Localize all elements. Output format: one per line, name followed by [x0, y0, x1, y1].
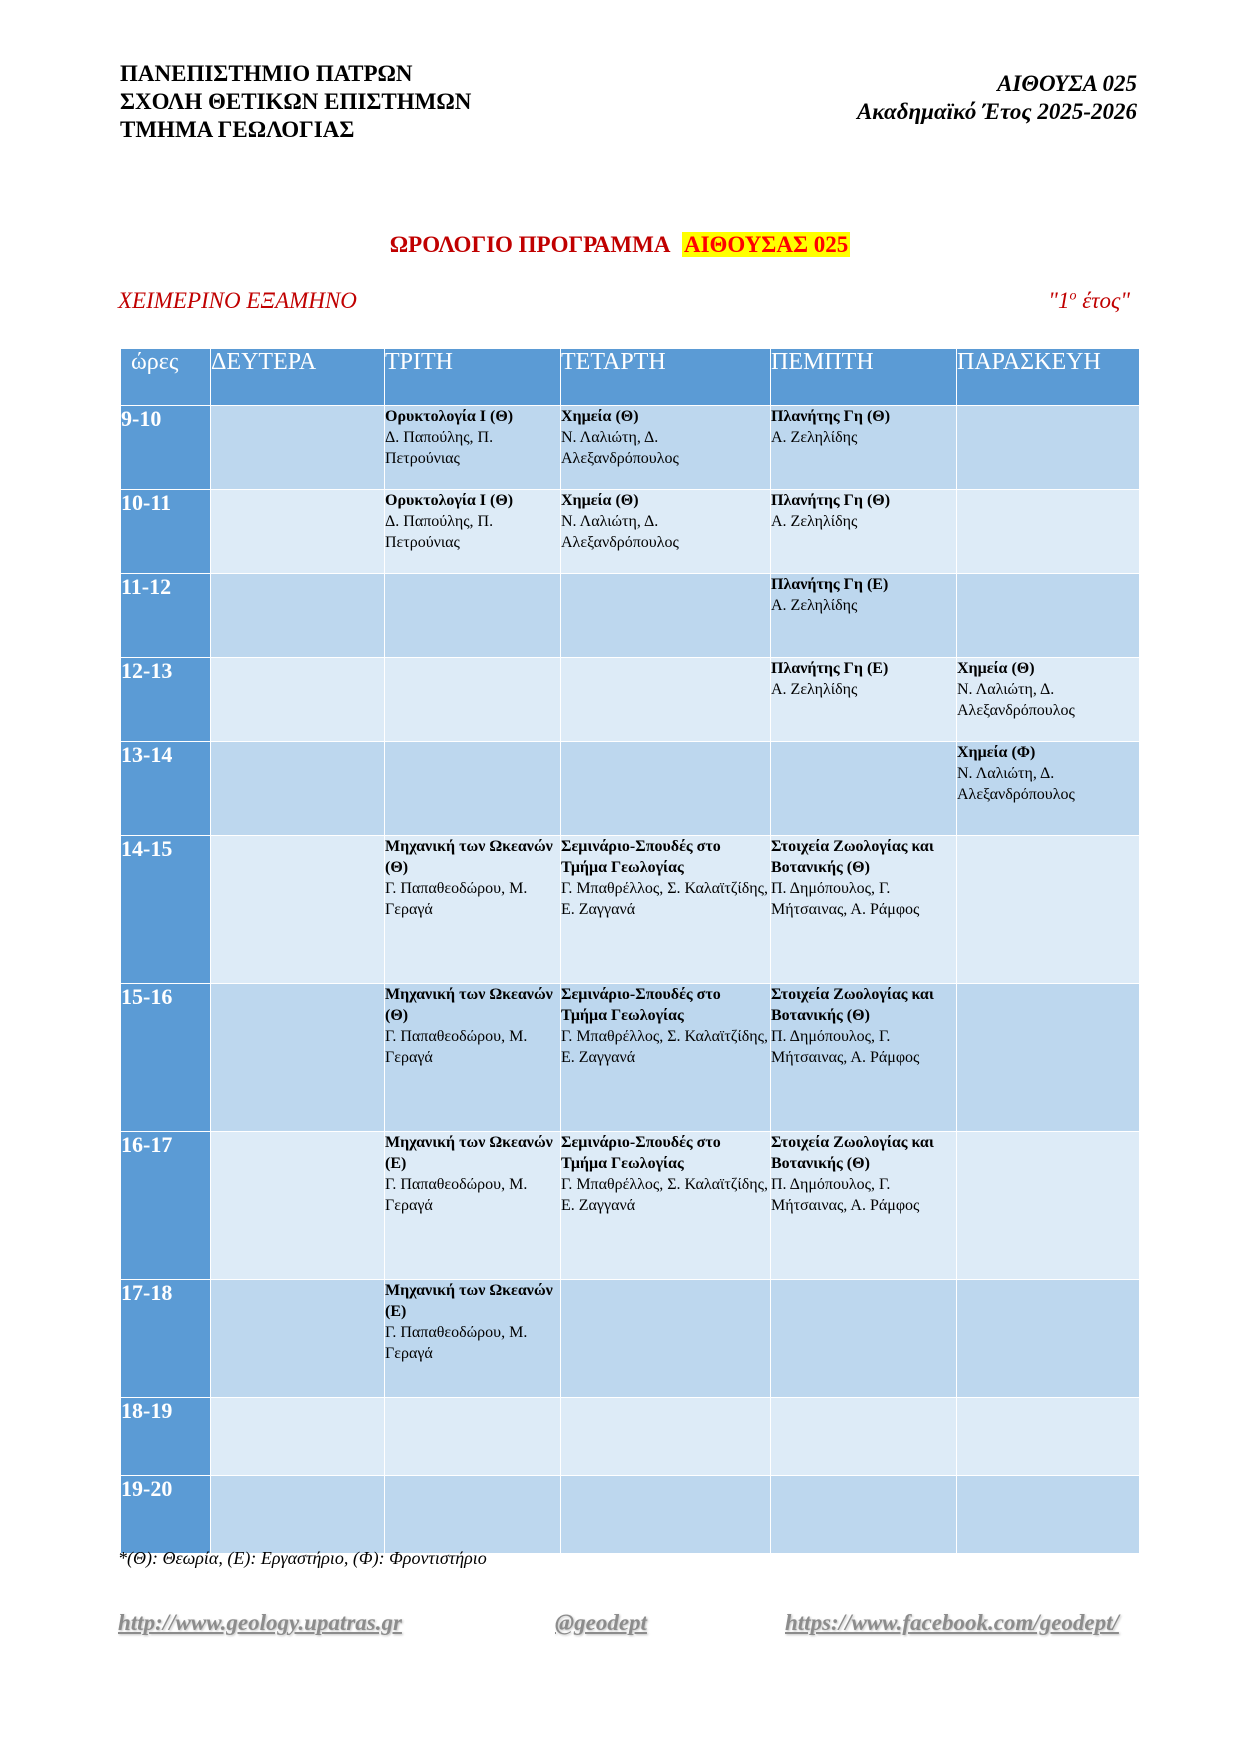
- schedule-cell: [561, 1398, 771, 1476]
- course-name: Μηχανική των Ωκεανών (Ε): [385, 1134, 553, 1172]
- schedule-cell: [385, 1398, 561, 1476]
- school-name: ΣΧΟΛΗ ΘΕΤΙΚΩΝ ΕΠΙΣΤΗΜΩΝ: [120, 89, 472, 114]
- schedule-cell: [211, 1398, 385, 1476]
- instructors: Ν. Λαλιώτη, Δ. Αλεξανδρόπουλος: [561, 513, 679, 551]
- schedule-cell: [771, 1132, 957, 1280]
- col-header-tuesday: ΤΡΙΤΗ: [385, 349, 561, 406]
- schedule-cell: [211, 574, 385, 658]
- course-name: Πλανήτης Γη (Ε): [771, 660, 889, 677]
- schedule-cell: [957, 1132, 1140, 1280]
- room-header: [857, 70, 1137, 126]
- hour-cell: 15-16: [121, 984, 211, 1132]
- instructors: Ν. Λαλιώτη, Δ. Αλεξανδρόπουλος: [957, 681, 1075, 719]
- schedule-cell: [957, 836, 1140, 984]
- table-row: [121, 1280, 1140, 1398]
- instructors: Δ. Παπούλης, Π. Πετρούνιας: [385, 429, 494, 467]
- instructors: Γ. Μπαθρέλλος, Σ. Καλαϊτζίδης, Ε. Ζαγγανά: [561, 880, 768, 918]
- hour-cell: 9-10: [121, 406, 211, 490]
- hour-cell: 19-20: [121, 1476, 211, 1554]
- twitter-handle[interactable]: @geodept: [555, 1610, 647, 1635]
- schedule-cell: [561, 490, 771, 574]
- course-name: Μηχανική των Ωκεανών (Ε): [385, 1282, 553, 1320]
- schedule-table: [120, 348, 1140, 1554]
- schedule-cell: [211, 984, 385, 1132]
- course-name: Χημεία (Φ): [957, 744, 1036, 761]
- schedule-cell: [771, 836, 957, 984]
- title-highlight: ΑΙΘΟΥΣΑΣ 025: [683, 232, 849, 257]
- instructors: Γ. Παπαθεοδώρου, Μ. Γεραγά: [385, 880, 528, 918]
- schedule-cell: [957, 1280, 1140, 1398]
- instructors: Γ. Παπαθεοδώρου, Μ. Γεραγά: [385, 1028, 528, 1066]
- schedule-cell: [957, 984, 1140, 1132]
- course-name: Στοιχεία Ζωολογίας και Βοτανικής (Θ): [771, 986, 934, 1024]
- hour-cell: 11-12: [121, 574, 211, 658]
- instructors: Γ. Παπαθεοδώρου, Μ. Γεραγά: [385, 1176, 528, 1214]
- schedule-cell: [957, 1476, 1140, 1554]
- header-row: [121, 349, 1140, 406]
- instructors: Ν. Λαλιώτη, Δ. Αλεξανδρόπουλος: [957, 765, 1075, 803]
- course-name: Μηχανική των Ωκεανών (Θ): [385, 838, 553, 876]
- institution-header: [120, 60, 471, 144]
- department-name: ΤΜΗΜΑ ΓΕΩΛΟΓΙΑΣ: [120, 117, 355, 142]
- instructors: Γ. Μπαθρέλλος, Σ. Καλαϊτζίδης, Ε. Ζαγγανά: [561, 1176, 768, 1214]
- hour-cell: 18-19: [121, 1398, 211, 1476]
- hour-cell: 10-11: [121, 490, 211, 574]
- table-row: [121, 1398, 1140, 1476]
- course-name: Στοιχεία Ζωολογίας και Βοτανικής (Θ): [771, 1134, 934, 1172]
- university-name: ΠΑΝΕΠΙΣΤΗΜΙΟ ΠΑΤΡΩΝ: [120, 61, 413, 86]
- table-row: [121, 406, 1140, 490]
- instructors: Π. Δημόπουλος, Γ. Μήτσαινας, Α. Ράμφος: [771, 880, 920, 918]
- instructors: Π. Δημόπουλος, Γ. Μήτσαινας, Α. Ράμφος: [771, 1028, 920, 1066]
- schedule-cell: [957, 406, 1140, 490]
- col-header-friday: ΠΑΡΑΣΚΕΥΗ: [957, 349, 1140, 406]
- hour-cell: 14-15: [121, 836, 211, 984]
- course-name: Πλανήτης Γη (Ε): [771, 576, 889, 593]
- schedule-cell: [385, 1280, 561, 1398]
- course-name: Σεμινάριο-Σπουδές στο Τμήμα Γεωλογίας: [561, 838, 721, 876]
- schedule-cell: [385, 1476, 561, 1554]
- schedule-cell: [385, 1132, 561, 1280]
- schedule-cell: [385, 836, 561, 984]
- schedule-cell: [561, 1132, 771, 1280]
- schedule-cell: [385, 742, 561, 836]
- schedule-cell: [211, 490, 385, 574]
- table-row: [121, 984, 1140, 1132]
- col-header-wednesday: ΤΕΤΑΡΤΗ: [561, 349, 771, 406]
- instructors: Π. Δημόπουλος, Γ. Μήτσαινας, Α. Ράμφος: [771, 1176, 920, 1214]
- schedule-cell: [957, 490, 1140, 574]
- course-name: Σεμινάριο-Σπουδές στο Τμήμα Γεωλογίας: [561, 986, 721, 1024]
- schedule-cell: [771, 406, 957, 490]
- course-name: Στοιχεία Ζωολογίας και Βοτανικής (Θ): [771, 838, 934, 876]
- schedule-cell: [561, 1476, 771, 1554]
- title-prefix: ΩΡΟΛΟΓΙΟ ΠΡΟΓΡΑΜΜΑ: [389, 232, 671, 257]
- col-header-thursday: ΠΕΜΠΤΗ: [771, 349, 957, 406]
- table-row: [121, 574, 1140, 658]
- schedule-cell: [561, 658, 771, 742]
- table-row: [121, 836, 1140, 984]
- col-header-hours: ώρες: [121, 349, 211, 406]
- schedule-cell: [385, 490, 561, 574]
- course-name: Πλανήτης Γη (Θ): [771, 492, 891, 509]
- schedule-cell: [211, 1476, 385, 1554]
- schedule-cell: [561, 836, 771, 984]
- semester-label: ΧΕΙΜΕΡΙΝΟ ΕΞΑΜΗΝΟ: [118, 288, 357, 313]
- schedule-cell: [561, 1280, 771, 1398]
- instructors: Γ. Παπαθεοδώρου, Μ. Γεραγά: [385, 1324, 528, 1362]
- schedule-cell: [211, 658, 385, 742]
- legend-note: *(Θ): Θεωρία, (Ε): Εργαστήριο, (Φ): Φροντιστήριο: [118, 1548, 487, 1568]
- year-suffix: έτος": [1076, 288, 1130, 313]
- page-title: [0, 232, 1240, 258]
- schedule-cell: [771, 984, 957, 1132]
- facebook-link[interactable]: https://www.facebook.com/geodept/: [785, 1610, 1119, 1635]
- hour-cell: 13-14: [121, 742, 211, 836]
- hour-cell: 17-18: [121, 1280, 211, 1398]
- schedule-cell: [385, 574, 561, 658]
- schedule-cell: [211, 1280, 385, 1398]
- schedule-cell: [957, 1398, 1140, 1476]
- table-row: [121, 1132, 1140, 1280]
- table-row: [121, 658, 1140, 742]
- course-name: Χημεία (Θ): [561, 492, 639, 509]
- schedule-cell: [957, 742, 1140, 836]
- instructors: Α. Ζεληλίδης: [771, 681, 858, 698]
- col-header-monday: ΔΕΥΤΕΡΑ: [211, 349, 385, 406]
- schedule-cell: [211, 406, 385, 490]
- schedule-cell: [561, 406, 771, 490]
- website-link[interactable]: http://www.geology.upatras.gr: [118, 1610, 402, 1635]
- table-row: [121, 742, 1140, 836]
- hour-cell: 12-13: [121, 658, 211, 742]
- schedule-cell: [771, 742, 957, 836]
- schedule-cell: [771, 658, 957, 742]
- schedule-cell: [385, 406, 561, 490]
- year-sup: ο: [1069, 288, 1077, 304]
- schedule-cell: [771, 1280, 957, 1398]
- hour-cell: 16-17: [121, 1132, 211, 1280]
- schedule-cell: [771, 1476, 957, 1554]
- schedule-cell: [561, 742, 771, 836]
- course-name: Χημεία (Θ): [561, 408, 639, 425]
- instructors: Δ. Παπούλης, Π. Πετρούνιας: [385, 513, 494, 551]
- year-label: [1048, 288, 1130, 314]
- table-row: [121, 490, 1140, 574]
- schedule-cell: [771, 1398, 957, 1476]
- schedule-cell: [957, 658, 1140, 742]
- instructors: Α. Ζεληλίδης: [771, 513, 858, 530]
- schedule-cell: [211, 742, 385, 836]
- academic-year: Ακαδημαϊκό Έτος 2025-2026: [856, 99, 1137, 124]
- instructors: Α. Ζεληλίδης: [771, 429, 858, 446]
- instructors: Α. Ζεληλίδης: [771, 597, 858, 614]
- course-name: Μηχανική των Ωκεανών (Θ): [385, 986, 553, 1024]
- course-name: Ορυκτολογία Ι (Θ): [385, 408, 514, 425]
- schedule-cell: [957, 574, 1140, 658]
- course-name: Πλανήτης Γη (Θ): [771, 408, 891, 425]
- year-prefix: "1: [1048, 288, 1070, 313]
- schedule-cell: [771, 490, 957, 574]
- schedule-cell: [211, 1132, 385, 1280]
- course-name: Ορυκτολογία Ι (Θ): [385, 492, 514, 509]
- table-row: [121, 1476, 1140, 1554]
- schedule-cell: [211, 836, 385, 984]
- course-name: Χημεία (Θ): [957, 660, 1035, 677]
- instructors: Ν. Λαλιώτη, Δ. Αλεξανδρόπουλος: [561, 429, 679, 467]
- schedule-cell: [561, 984, 771, 1132]
- schedule-cell: [385, 658, 561, 742]
- schedule-cell: [385, 984, 561, 1132]
- schedule-cell: [561, 574, 771, 658]
- instructors: Γ. Μπαθρέλλος, Σ. Καλαϊτζίδης, Ε. Ζαγγανά: [561, 1028, 768, 1066]
- room-label: ΑΙΘΟΥΣΑ 025: [997, 71, 1137, 96]
- schedule-cell: [771, 574, 957, 658]
- course-name: Σεμινάριο-Σπουδές στο Τμήμα Γεωλογίας: [561, 1134, 721, 1172]
